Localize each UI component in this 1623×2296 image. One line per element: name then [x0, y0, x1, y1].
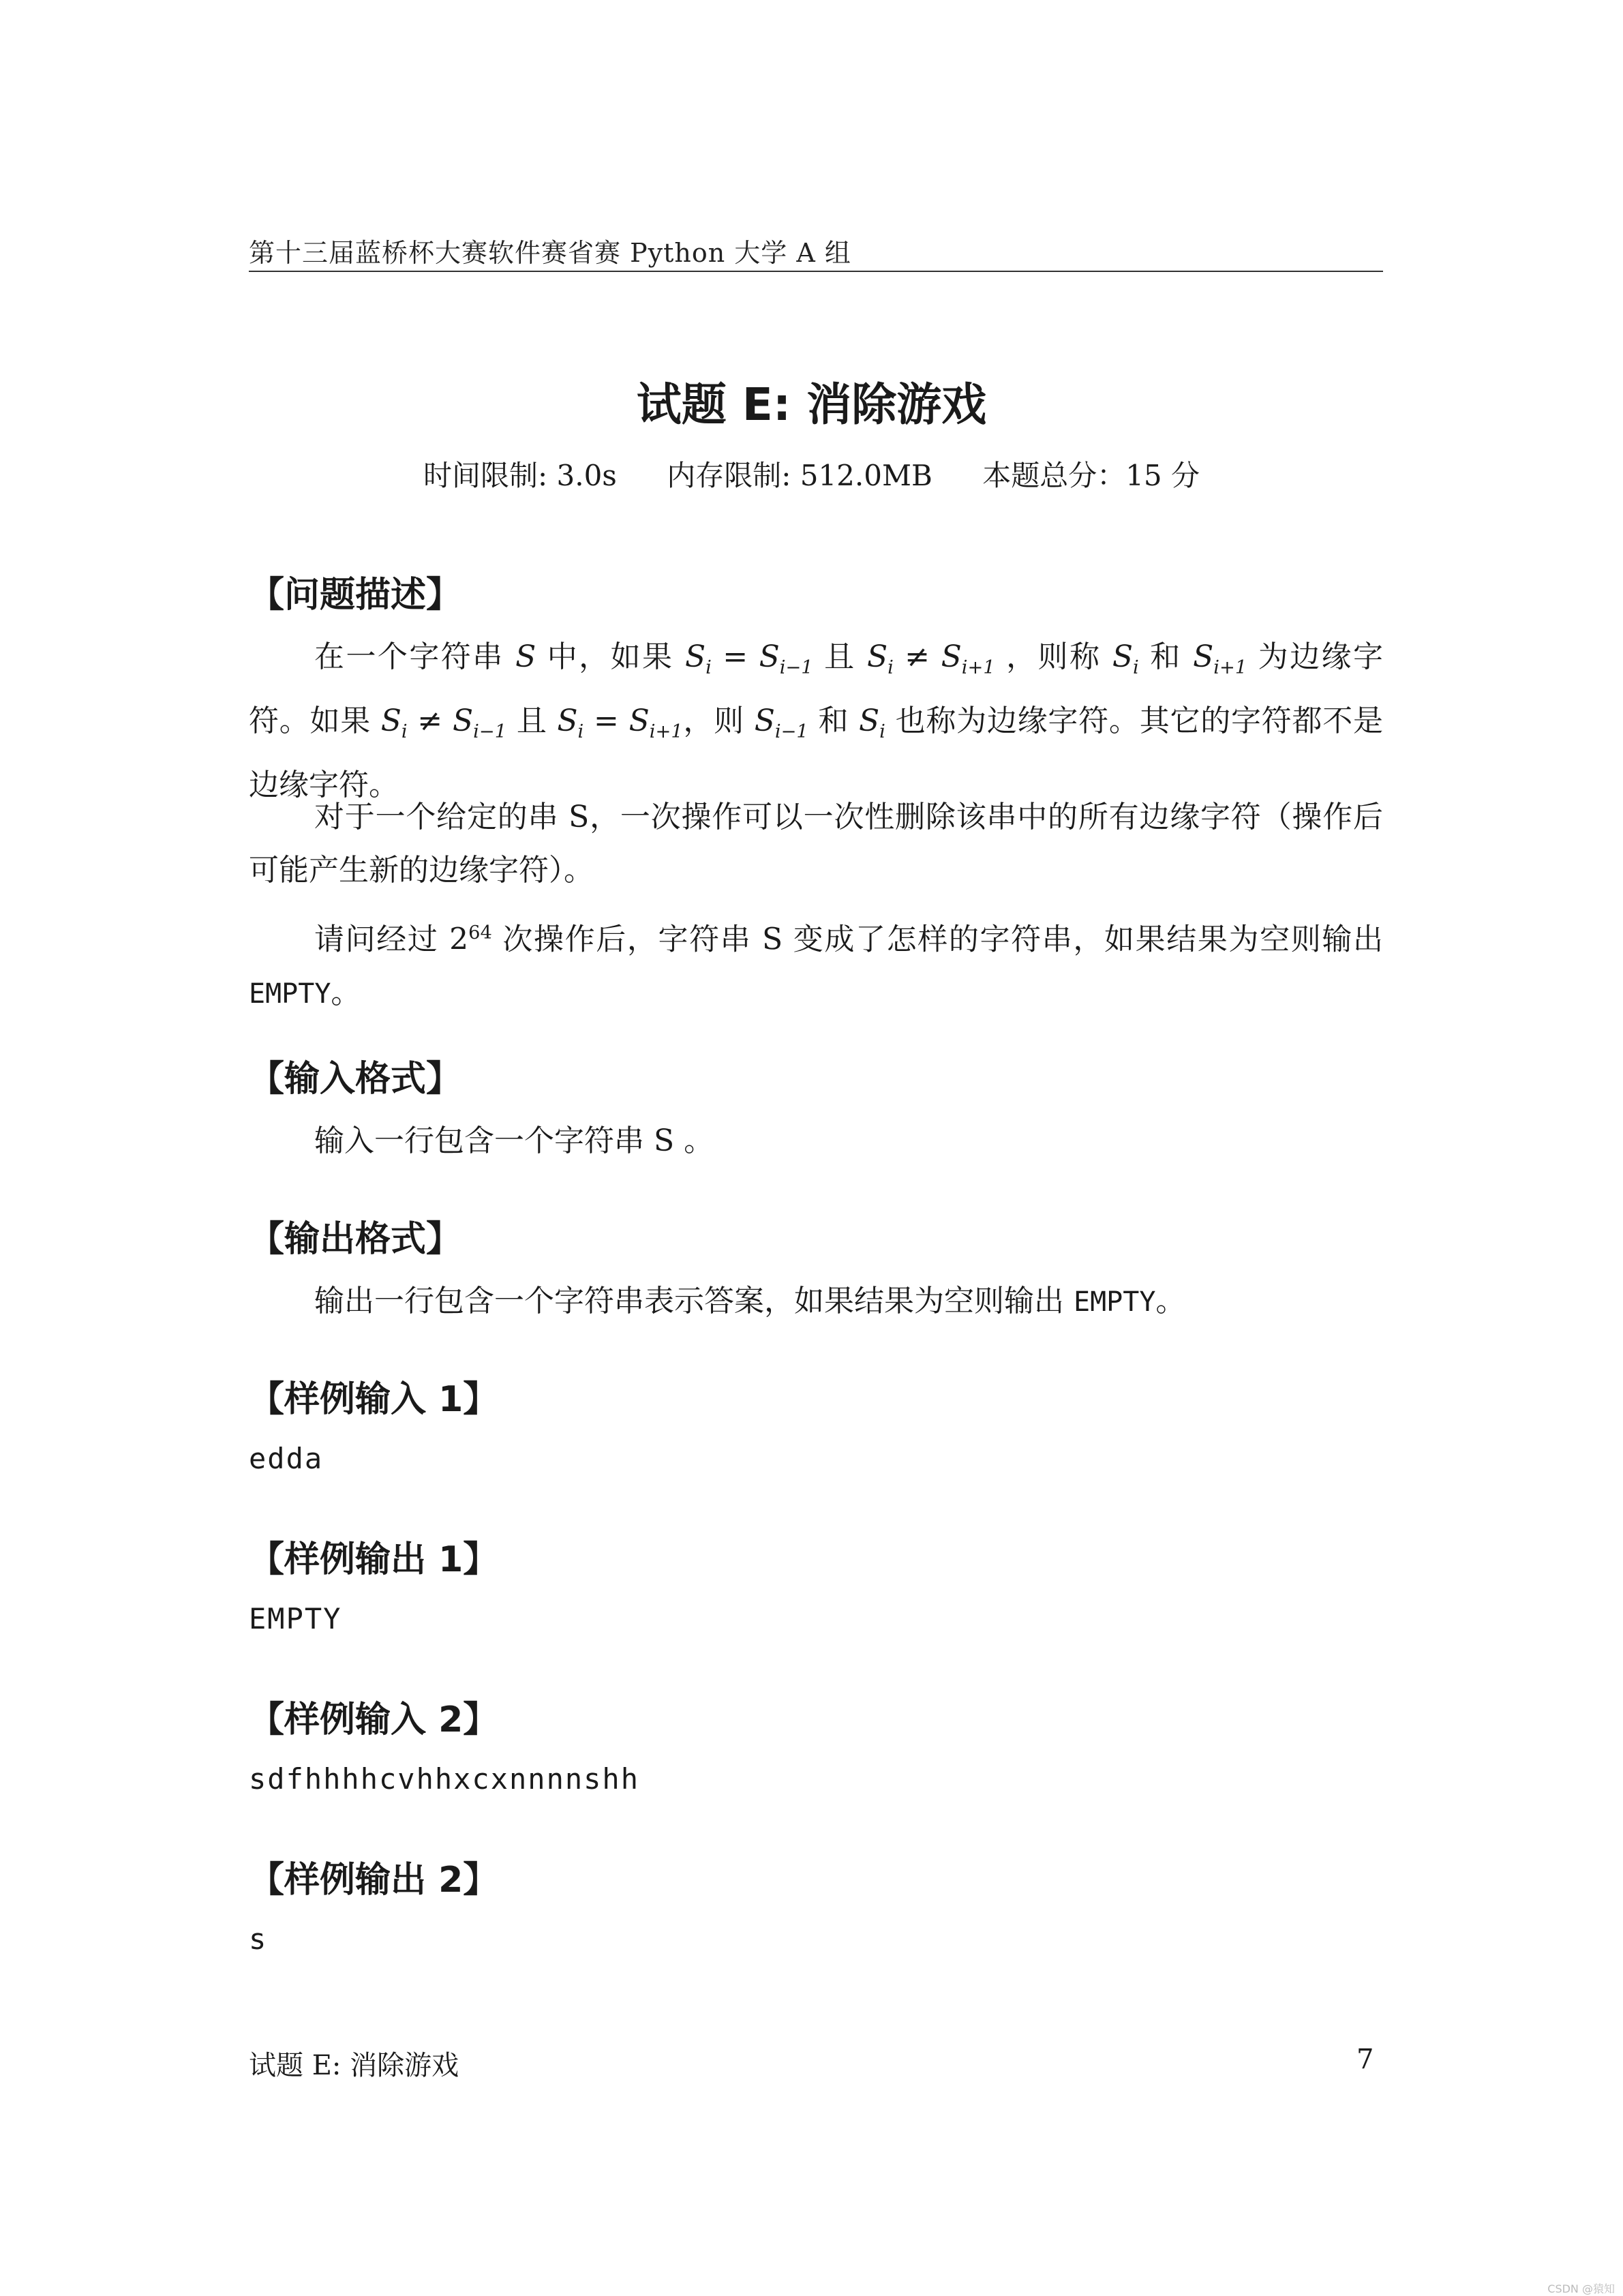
problem-title: 试题 E: 消除游戏: [636, 378, 987, 431]
description-paragraph-1: 在一个字符串 S 中，如果 $S_i = S_{i-1}$ 且 $S_i \ne S_{i+1}$ ，则称 $S_i$ 和 $S_{i+1}$ 为边缘字符。如果 $S_i \ne S_{i-1}$ 且 $S_i = S_{i+1}$，则 $S_{i-1}$ 和 $S_i$ 也称为边缘字符。其它的字符都不是边缘字符。: [249, 639, 1383, 802]
empty-keyword: EMPTY: [1073, 1286, 1156, 1318]
input-format-text: 输入一行包含一个字符串 S 。: [314, 1123, 714, 1158]
watermark: CSDN @猿知: [1547, 2282, 1615, 2295]
sample-input-2-value: sdfhhhhcvhhxcxnnnnshh: [249, 1762, 640, 1796]
sample-output-1-value: EMPTY: [249, 1602, 342, 1635]
page-number: 7: [1356, 2044, 1374, 2075]
page-footer-title: 试题 E: 消除游戏: [249, 2050, 459, 2081]
sample-output-2-value: s: [249, 1922, 268, 1956]
empty-keyword: EMPTY: [249, 978, 331, 1010]
time-limit: 时间限制: 3.0s: [423, 459, 617, 492]
total-score: 本题总分：15 分: [982, 459, 1200, 492]
description-heading: 【问题描述】: [249, 575, 462, 616]
sample-input-1-heading: 【样例输入 1】: [249, 1379, 499, 1420]
memory-limit: 内存限制: 512.0MB: [667, 459, 932, 492]
description-paragraph-2: 对于一个给定的串 S，一次操作可以一次性删除该串中的所有边缘字符（操作后可能产生新的边缘字符）。: [249, 800, 1383, 888]
description-paragraph-3: 请问经过 $2^{64}$ 次操作后，字符串 S 变成了怎样的字符串，如果结果为空则输出 EMPTY。: [249, 922, 1383, 1010]
output-format-text: 输出一行包含一个字符串表示答案，如果结果为空则输出 EMPTY。: [314, 1284, 1186, 1318]
input-format-heading: 【输入格式】: [249, 1059, 462, 1100]
output-format-heading: 【输出格式】: [249, 1219, 462, 1260]
sample-output-2-heading: 【样例输出 2】: [249, 1860, 499, 1901]
sample-output-1-heading: 【样例输出 1】: [249, 1539, 499, 1580]
sample-input-1-value: edda: [249, 1442, 324, 1475]
header-divider: [249, 271, 1383, 272]
limits-line: [0, 453, 1623, 494]
sample-input-2-heading: 【样例输入 2】: [249, 1700, 499, 1740]
page-header: 第十三届蓝桥杯大赛软件赛省赛 Python 大学 A 组: [249, 238, 851, 268]
